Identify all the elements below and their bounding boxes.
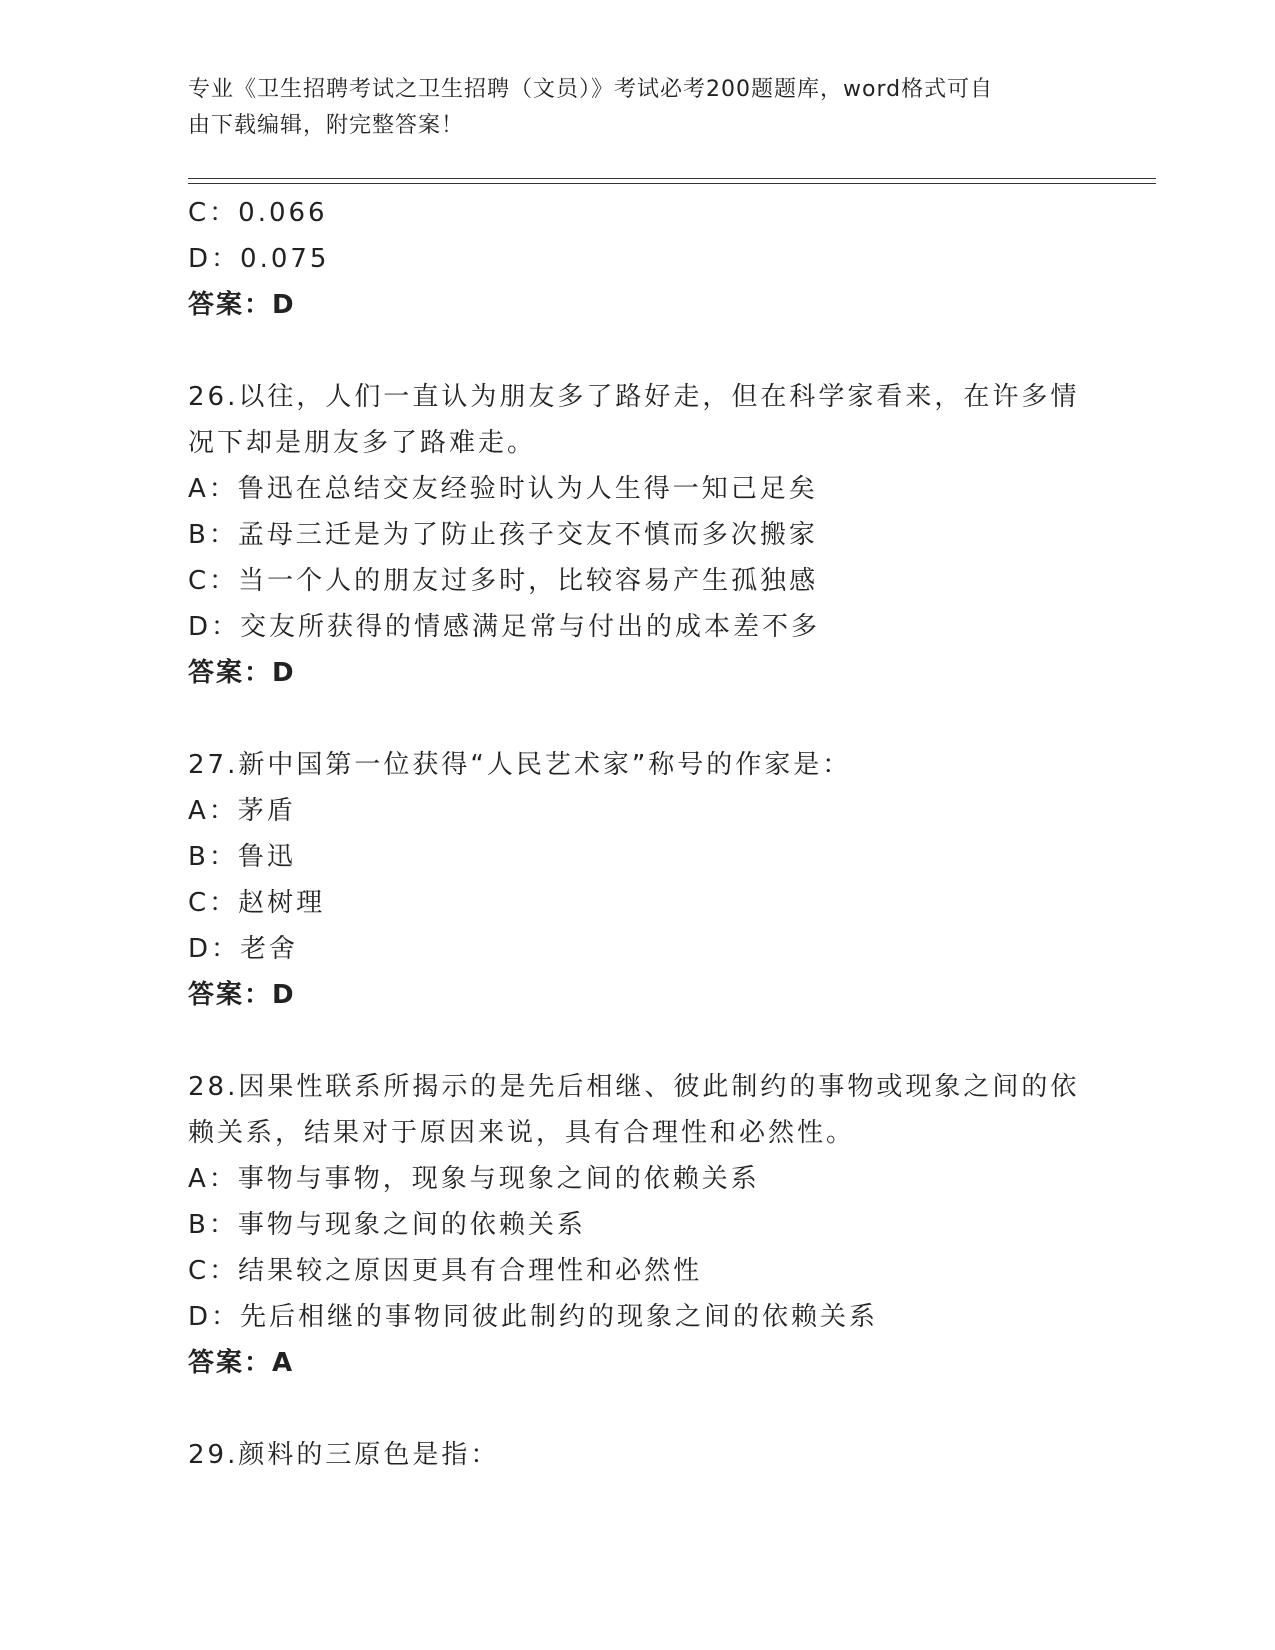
spacer (188, 696, 1088, 742)
question-stem: 26.以往，人们一直认为朋友多了路好走，但在科学家看来，在许多情 (188, 382, 1080, 412)
option-d: D：老舍 (188, 934, 299, 964)
header-divider-top (188, 178, 1156, 179)
option-a: A：鲁迅在总结交友经验时认为人生得一知己足矣 (188, 474, 818, 504)
header-line-1: 专业《卫生招聘考试之卫生招聘（文员）》考试必考200题题库，word格式可自 (188, 77, 994, 102)
option-d: D：0.075 (188, 244, 330, 274)
option-b: B：事物与现象之间的依赖关系 (188, 1210, 586, 1240)
question-stem-continued: 况下却是朋友多了路难走。 (188, 428, 537, 458)
option-d: D：交友所获得的情感满足常与付出的成本差不多 (188, 612, 821, 642)
spacer (188, 1018, 1088, 1064)
header-divider-bottom (188, 183, 1156, 184)
question-26 (188, 374, 1088, 696)
question-stem: 27.新中国第一位获得“人民艺术家”称号的作家是： (188, 750, 852, 780)
header-line-2: 由下载编辑，附完整答案！ (188, 113, 465, 138)
question-29 (188, 1432, 1088, 1478)
answer-label: 答案：D (188, 980, 296, 1010)
option-a: A：事物与事物，现象与现象之间的依赖关系 (188, 1164, 760, 1194)
spacer (188, 1386, 1088, 1432)
question-28 (188, 1064, 1088, 1386)
spacer (188, 328, 1088, 374)
option-a: A：茅盾 (188, 796, 296, 826)
option-c: C：结果较之原因更具有合理性和必然性 (188, 1256, 703, 1286)
option-b: B：孟母三迁是为了防止孩子交友不慎而多次搬家 (188, 520, 818, 550)
question-list (188, 190, 1088, 1478)
question-25 (188, 190, 1088, 328)
answer-label: 答案：D (188, 658, 296, 688)
option-c: C：当一个人的朋友过多时，比较容易产生孤独感 (188, 566, 819, 596)
question-stem: 28.因果性联系所揭示的是先后相继、彼此制约的事物或现象之间的依 (188, 1072, 1080, 1102)
option-d: D：先后相继的事物同彼此制约的现象之间的依赖关系 (188, 1302, 879, 1332)
question-stem: 29.颜料的三原色是指： (188, 1440, 500, 1470)
option-c: C：赵树理 (188, 888, 326, 918)
option-c: C：0.066 (188, 198, 328, 228)
answer-label: 答案：A (188, 1348, 295, 1378)
answer-label: 答案：D (188, 290, 296, 320)
option-b: B：鲁迅 (188, 842, 296, 872)
document-header (188, 72, 1068, 144)
question-27 (188, 742, 1088, 1018)
question-stem-continued: 赖关系，结果对于原因来说，具有合理性和必然性。 (188, 1118, 856, 1148)
